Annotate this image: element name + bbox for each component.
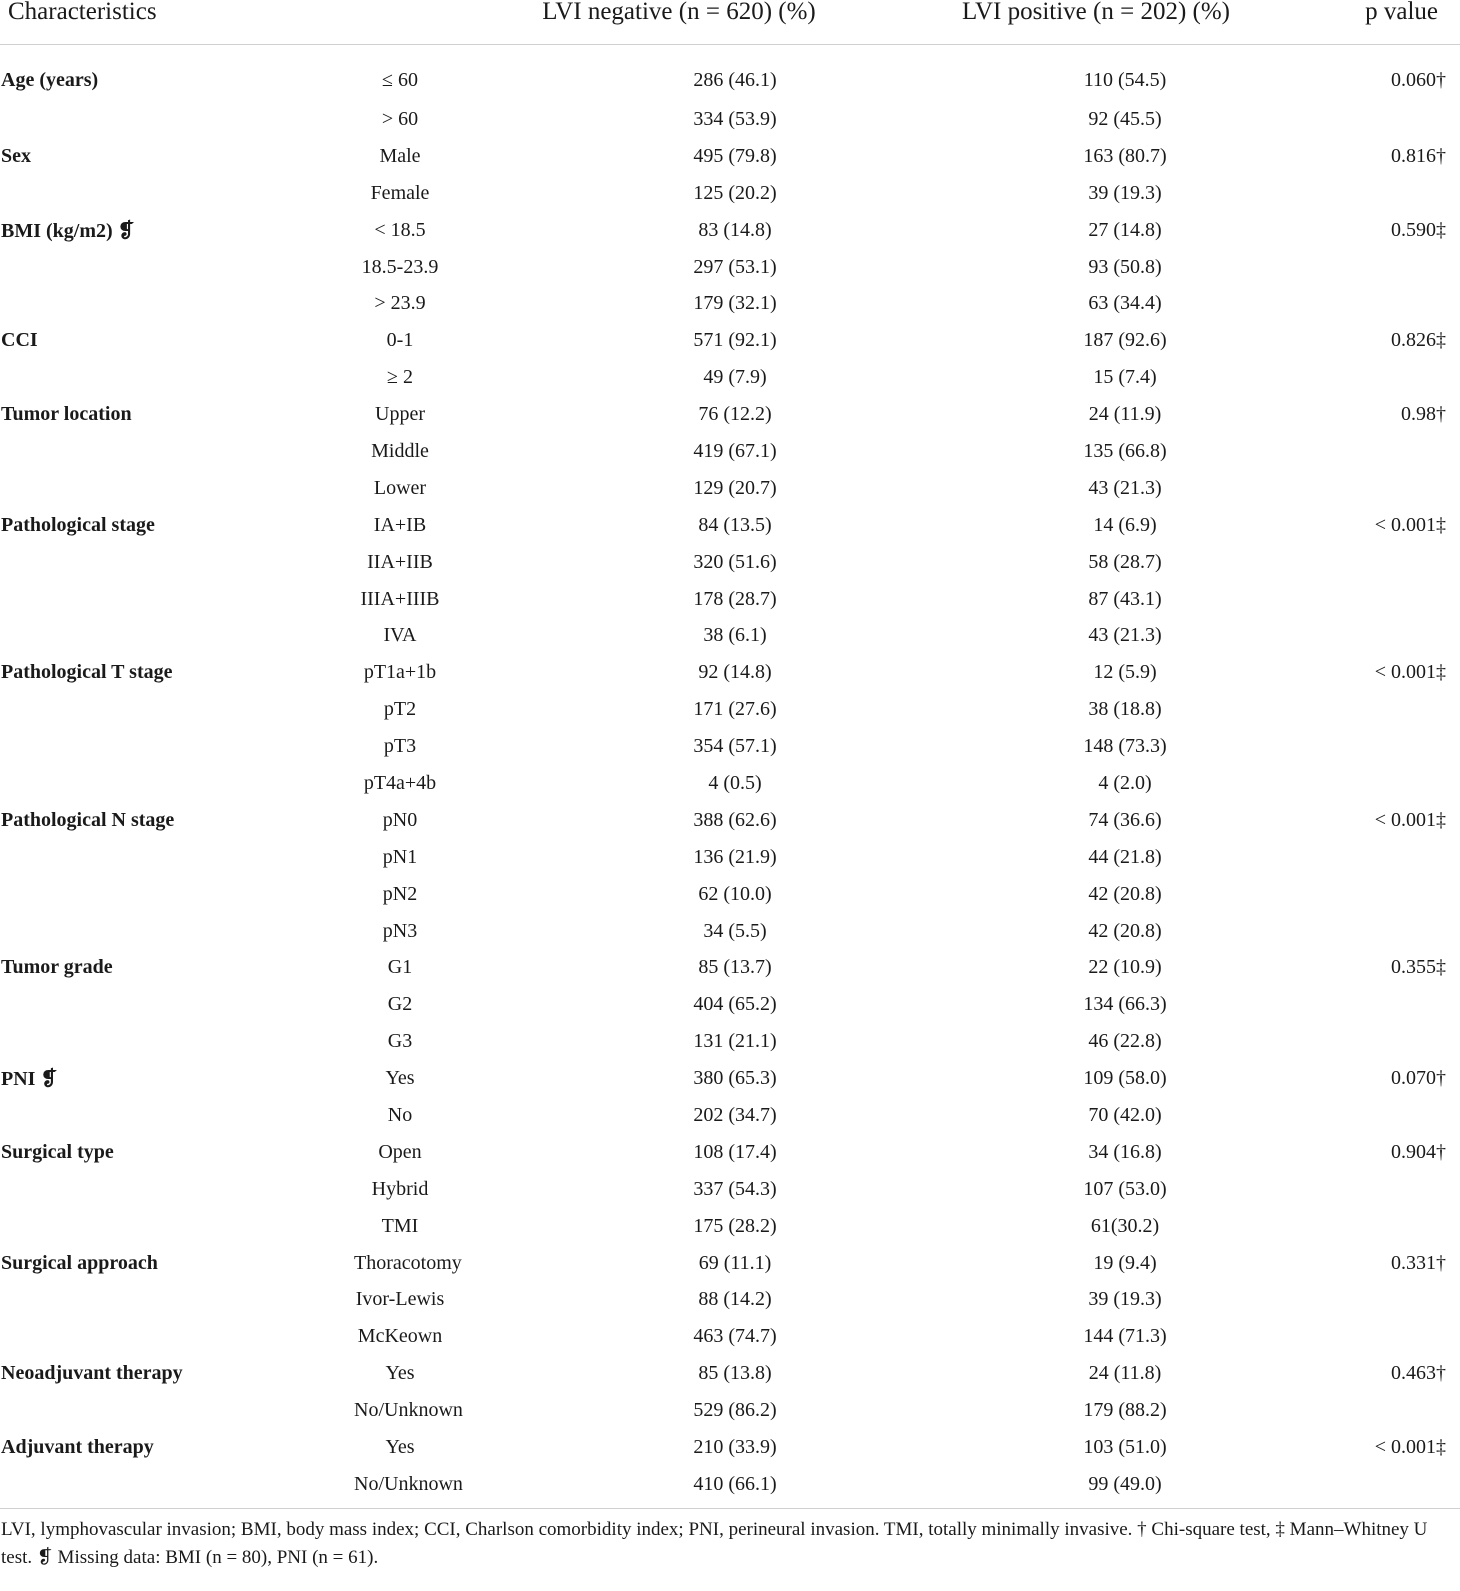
- row-variable: CCI: [1, 329, 38, 352]
- row-variable: Adjuvant therapy: [1, 1436, 154, 1458]
- row-category: McKeown: [357, 1325, 443, 1348]
- row-p-value: 0.070†: [1391, 1067, 1446, 1090]
- table-row: [0, 1134, 1460, 1171]
- row-lvi-positive-value: 61(30.2): [1090, 1214, 1160, 1237]
- row-lvi-negative-value: 334 (53.9): [693, 107, 777, 130]
- row-variable: Surgical approach: [1, 1251, 158, 1274]
- row-lvi-positive-value: 19 (9.4): [1093, 1251, 1157, 1274]
- row-p-value: 0.826‡: [1391, 329, 1446, 352]
- row-p-value: 0.590‡: [1391, 218, 1446, 241]
- row-variable: Pathological N stage: [1, 808, 175, 831]
- row-lvi-negative-value: 92 (14.8): [698, 661, 772, 684]
- row-category: Male: [379, 144, 421, 167]
- row-p-value: [1280, 1097, 1460, 1134]
- row-variable: [0, 249, 268, 286]
- table-row: [0, 45, 1460, 102]
- row-lvi-negative-value: 419 (67.1): [693, 439, 777, 462]
- header-p-value: p value: [1280, 0, 1460, 45]
- row-p-value: [1280, 1392, 1460, 1429]
- row-variable: [0, 986, 268, 1023]
- row-category: No: [387, 1103, 413, 1126]
- row-lvi-negative-value: 171 (27.6): [693, 698, 777, 721]
- table-row: [0, 654, 1460, 691]
- row-lvi-positive-value: 179 (88.2): [1083, 1399, 1167, 1422]
- row-lvi-negative-value: 463 (74.7): [693, 1325, 777, 1348]
- row-lvi-negative-value: 388 (62.6): [693, 808, 777, 831]
- row-lvi-positive-value: 187 (92.6): [1083, 329, 1167, 352]
- row-p-value: [1280, 691, 1460, 728]
- row-variable: Pathological stage: [1, 513, 155, 536]
- row-lvi-negative-value: 495 (79.8): [693, 144, 777, 167]
- row-variable: [0, 1171, 268, 1208]
- table-row: [0, 1355, 1460, 1392]
- row-lvi-negative-value: 320 (51.6): [693, 550, 777, 573]
- row-p-value: [1280, 839, 1460, 876]
- table-row: [0, 839, 1460, 876]
- row-category: G2: [387, 993, 413, 1016]
- table-row: [0, 507, 1460, 544]
- table-row: [0, 691, 1460, 728]
- row-variable: [0, 1208, 268, 1245]
- row-category: IIA+IIB: [367, 550, 433, 573]
- row-category: Yes: [385, 1362, 415, 1385]
- row-category: Lower: [373, 476, 427, 499]
- row-variable: [0, 1282, 268, 1319]
- row-variable: [0, 470, 268, 507]
- row-variable: [0, 581, 268, 618]
- row-lvi-negative-value: 354 (57.1): [693, 735, 777, 758]
- table-row: [0, 175, 1460, 212]
- row-lvi-negative-value: 297 (53.1): [693, 255, 777, 278]
- table-row: [0, 1429, 1460, 1466]
- table-row: [0, 581, 1460, 618]
- row-p-value: [1280, 249, 1460, 286]
- row-lvi-positive-value: 46 (22.8): [1088, 1030, 1162, 1053]
- table-row: [0, 1097, 1460, 1134]
- row-lvi-negative-value: 4 (0.5): [708, 771, 762, 794]
- row-p-value: [1280, 1023, 1460, 1060]
- row-category: 18.5-23.9: [361, 255, 439, 278]
- row-lvi-positive-value: 134 (66.3): [1083, 993, 1167, 1016]
- table-row: [0, 949, 1460, 986]
- row-category: pT2: [383, 698, 417, 721]
- row-p-value: [1280, 1171, 1460, 1208]
- table-row: [0, 728, 1460, 765]
- row-lvi-positive-value: 109 (58.0): [1083, 1067, 1167, 1090]
- row-category: No/Unknown: [354, 1472, 463, 1495]
- row-lvi-negative-value: 380 (65.3): [693, 1067, 777, 1090]
- row-category: Yes: [385, 1067, 415, 1090]
- row-lvi-positive-value: 15 (7.4): [1093, 366, 1157, 389]
- header-lvi-positive: LVI positive (n = 202) (%): [912, 0, 1280, 45]
- row-variable: BMI (kg/m2) ❡: [1, 219, 135, 242]
- row-category: Upper: [375, 403, 425, 426]
- row-lvi-negative-value: 83 (14.8): [698, 218, 772, 241]
- row-category: pN0: [382, 808, 418, 831]
- row-lvi-positive-value: 24 (11.9): [1088, 403, 1162, 426]
- row-category: 0-1: [386, 329, 414, 352]
- row-lvi-negative-value: 178 (28.7): [693, 587, 777, 610]
- row-category: pN2: [382, 882, 418, 905]
- row-category: ≥ 2: [387, 366, 413, 389]
- row-variable: Neoadjuvant therapy: [1, 1362, 183, 1385]
- row-lvi-negative-value: 34 (5.5): [703, 919, 767, 942]
- row-lvi-positive-value: 107 (53.0): [1083, 1177, 1167, 1200]
- row-lvi-negative-value: 136 (21.9): [693, 845, 777, 868]
- row-lvi-positive-value: 58 (28.7): [1088, 550, 1162, 573]
- row-variable: [0, 1318, 268, 1355]
- row-variable: [0, 285, 268, 322]
- row-variable: Surgical type: [1, 1140, 114, 1163]
- row-lvi-positive-value: 44 (21.8): [1088, 845, 1162, 868]
- row-lvi-positive-value: 93 (50.8): [1088, 255, 1162, 278]
- row-p-value: [1280, 470, 1460, 507]
- table-row: [0, 470, 1460, 507]
- row-category: IA+IB: [373, 513, 427, 536]
- row-lvi-positive-value: 63 (34.4): [1088, 292, 1162, 315]
- row-variable: Pathological T stage: [1, 661, 173, 684]
- row-lvi-positive-value: 24 (11.8): [1088, 1362, 1162, 1385]
- table-row: [0, 876, 1460, 913]
- row-lvi-positive-value: 148 (73.3): [1083, 735, 1167, 758]
- row-lvi-negative-value: 337 (54.3): [693, 1177, 777, 1200]
- row-variable: [0, 617, 268, 654]
- row-lvi-negative-value: 49 (7.9): [703, 366, 767, 389]
- row-lvi-negative-value: 129 (20.7): [693, 476, 777, 499]
- row-category: Middle: [371, 439, 429, 462]
- row-lvi-negative-value: 76 (12.2): [698, 403, 772, 426]
- row-category: < 18.5: [374, 218, 426, 241]
- table-row: [0, 138, 1460, 175]
- row-lvi-negative-value: 84 (13.5): [698, 513, 772, 536]
- row-variable: [0, 1392, 268, 1429]
- row-p-value: [1280, 1318, 1460, 1355]
- row-variable: [0, 1097, 268, 1134]
- row-lvi-negative-value: 85 (13.8): [698, 1362, 772, 1385]
- table-row: [0, 1245, 1460, 1282]
- table-row: [0, 544, 1460, 581]
- row-category: pN3: [382, 919, 418, 942]
- row-lvi-positive-value: 87 (43.1): [1088, 587, 1162, 610]
- row-p-value: [1280, 359, 1460, 396]
- row-lvi-positive-value: 14 (6.9): [1093, 513, 1157, 536]
- row-p-value: [1280, 285, 1460, 322]
- row-variable: Tumor location: [1, 403, 132, 426]
- table-row: [0, 1208, 1460, 1245]
- row-category: Female: [370, 181, 430, 204]
- row-p-value: [1280, 433, 1460, 470]
- row-category: pT3: [383, 735, 417, 758]
- row-variable: [0, 1466, 268, 1503]
- row-category: pN1: [382, 845, 418, 868]
- row-lvi-negative-value: 108 (17.4): [693, 1140, 777, 1163]
- row-lvi-negative-value: 286 (46.1): [693, 68, 777, 91]
- row-lvi-negative-value: 410 (66.1): [693, 1472, 777, 1495]
- footnote-divider: [0, 1508, 1460, 1509]
- table-row: [0, 1392, 1460, 1429]
- row-p-value: [1280, 544, 1460, 581]
- table-row: [0, 1466, 1460, 1503]
- row-category: IVA: [383, 624, 417, 647]
- row-lvi-positive-value: 110 (54.5): [1083, 68, 1167, 91]
- row-variable: [0, 433, 268, 470]
- row-p-value: [1280, 1282, 1460, 1319]
- row-category: ≤ 60: [382, 68, 418, 91]
- row-p-value: [1280, 728, 1460, 765]
- header-characteristics: Characteristics: [0, 0, 446, 45]
- table-row: [0, 285, 1460, 322]
- row-p-value: 0.331†: [1391, 1251, 1446, 1274]
- row-category: TMI: [381, 1214, 419, 1237]
- row-lvi-positive-value: 43 (21.3): [1088, 624, 1162, 647]
- row-category: pT1a+1b: [363, 661, 437, 684]
- row-lvi-negative-value: 175 (28.2): [693, 1214, 777, 1237]
- row-lvi-positive-value: 38 (18.8): [1088, 698, 1162, 721]
- row-lvi-positive-value: 70 (42.0): [1088, 1103, 1162, 1126]
- row-variable: Age (years): [1, 68, 99, 91]
- row-p-value: < 0.001‡: [1374, 808, 1446, 831]
- row-lvi-positive-value: 39 (19.3): [1088, 1288, 1162, 1311]
- row-p-value: < 0.001‡: [1374, 661, 1446, 684]
- row-category: > 60: [381, 107, 419, 130]
- row-p-value: 0.355‡: [1391, 956, 1446, 979]
- row-lvi-negative-value: 529 (86.2): [693, 1399, 777, 1422]
- row-lvi-positive-value: 22 (10.9): [1088, 956, 1162, 979]
- table-row: [0, 913, 1460, 950]
- row-p-value: 0.816†: [1391, 144, 1446, 167]
- row-p-value: 0.98†: [1401, 403, 1446, 426]
- row-lvi-positive-value: 42 (20.8): [1088, 919, 1162, 942]
- row-category: IIIA+IIIB: [360, 587, 440, 610]
- row-lvi-negative-value: 571 (92.1): [693, 329, 777, 352]
- table-row: [0, 1318, 1460, 1355]
- table-row: [0, 1171, 1460, 1208]
- table-row: [0, 212, 1460, 249]
- row-variable: [0, 765, 268, 802]
- row-lvi-positive-value: 34 (16.8): [1088, 1140, 1162, 1163]
- row-variable: [0, 175, 268, 212]
- row-p-value: 0.060†: [1391, 68, 1446, 91]
- row-variable: [0, 876, 268, 913]
- row-lvi-positive-value: 103 (51.0): [1083, 1436, 1167, 1458]
- row-category: No/Unknown: [354, 1399, 463, 1422]
- row-category: Thoracotomy: [354, 1251, 462, 1274]
- row-p-value: < 0.001‡: [1374, 1436, 1446, 1458]
- row-lvi-negative-value: 85 (13.7): [698, 956, 772, 979]
- table-row: [0, 765, 1460, 802]
- row-lvi-positive-value: 43 (21.3): [1088, 476, 1162, 499]
- row-variable: [0, 544, 268, 581]
- row-lvi-negative-value: 131 (21.1): [693, 1030, 777, 1053]
- row-p-value: [1280, 1208, 1460, 1245]
- row-p-value: [1280, 101, 1460, 138]
- table-row: [0, 322, 1460, 359]
- row-category: > 23.9: [374, 292, 426, 315]
- row-lvi-positive-value: 4 (2.0): [1098, 771, 1152, 794]
- row-category: Ivor-Lewis: [355, 1288, 445, 1311]
- table-row: [0, 396, 1460, 433]
- row-variable: [0, 691, 268, 728]
- row-p-value: 0.904†: [1391, 1140, 1446, 1163]
- row-lvi-negative-value: 404 (65.2): [693, 993, 777, 1016]
- table-row: [0, 1023, 1460, 1060]
- row-lvi-positive-value: 12 (5.9): [1093, 661, 1157, 684]
- table-footnote: LVI, lymphovascular invasion; BMI, body mass index; CCI, Charlson comorbidity index; PNI, perineural invasion. TMI, totally minimally invasive. † Chi-square test, ‡ Mann–Whitney U test. ❡ Missing data: BMI (n = 80), PNI (n = 61).: [1, 1519, 1428, 1568]
- row-p-value: < 0.001‡: [1374, 513, 1446, 536]
- row-variable: Sex: [1, 144, 31, 167]
- row-lvi-negative-value: 202 (34.7): [693, 1103, 777, 1126]
- table-body: [0, 45, 1460, 1503]
- row-category: pT4a+4b: [363, 771, 437, 794]
- row-lvi-positive-value: 42 (20.8): [1088, 882, 1162, 905]
- row-category: Open: [378, 1140, 422, 1163]
- row-variable: [0, 839, 268, 876]
- row-p-value: [1280, 617, 1460, 654]
- row-lvi-positive-value: 135 (66.8): [1083, 439, 1167, 462]
- table-row: [0, 433, 1460, 470]
- row-category: Hybrid: [371, 1177, 429, 1200]
- table-row: [0, 802, 1460, 839]
- row-lvi-positive-value: 27 (14.8): [1088, 218, 1162, 241]
- row-p-value: [1280, 913, 1460, 950]
- table-row: [0, 359, 1460, 396]
- row-p-value: [1280, 1466, 1460, 1503]
- row-variable: [0, 101, 268, 138]
- row-lvi-positive-value: 39 (19.3): [1088, 181, 1162, 204]
- header-lvi-negative: LVI negative (n = 620) (%): [446, 0, 912, 45]
- row-p-value: [1280, 876, 1460, 913]
- row-p-value: [1280, 581, 1460, 618]
- row-category: G1: [387, 956, 413, 979]
- header-row: [0, 0, 1460, 45]
- row-variable: [0, 728, 268, 765]
- row-lvi-positive-value: 74 (36.6): [1088, 808, 1162, 831]
- row-variable: Tumor grade: [1, 956, 113, 979]
- row-lvi-negative-value: 88 (14.2): [698, 1288, 772, 1311]
- row-lvi-positive-value: 163 (80.7): [1083, 144, 1167, 167]
- row-lvi-positive-value: 144 (71.3): [1083, 1325, 1167, 1348]
- table-header: [0, 0, 1460, 45]
- row-lvi-negative-value: 69 (11.1): [698, 1251, 772, 1274]
- row-category: Yes: [385, 1436, 415, 1458]
- row-lvi-negative-value: 210 (33.9): [693, 1436, 777, 1458]
- row-lvi-positive-value: 92 (45.5): [1088, 107, 1162, 130]
- row-p-value: [1280, 765, 1460, 802]
- row-lvi-negative-value: 62 (10.0): [698, 882, 772, 905]
- row-lvi-negative-value: 38 (6.1): [703, 624, 767, 647]
- row-lvi-negative-value: 125 (20.2): [693, 181, 777, 204]
- table-row: [0, 986, 1460, 1023]
- row-p-value: 0.463†: [1391, 1362, 1446, 1385]
- row-variable: PNI ❡: [1, 1068, 58, 1091]
- row-variable: [0, 1023, 268, 1060]
- row-p-value: [1280, 986, 1460, 1023]
- row-variable: [0, 359, 268, 396]
- table-row: [0, 101, 1460, 138]
- table-row: [0, 1282, 1460, 1319]
- table-row: [0, 1060, 1460, 1097]
- row-lvi-positive-value: 99 (49.0): [1088, 1472, 1162, 1495]
- row-p-value: [1280, 175, 1460, 212]
- row-lvi-negative-value: 179 (32.1): [693, 292, 777, 315]
- table-row: [0, 249, 1460, 286]
- row-variable: [0, 913, 268, 950]
- row-category: G3: [387, 1030, 413, 1053]
- table-row: [0, 617, 1460, 654]
